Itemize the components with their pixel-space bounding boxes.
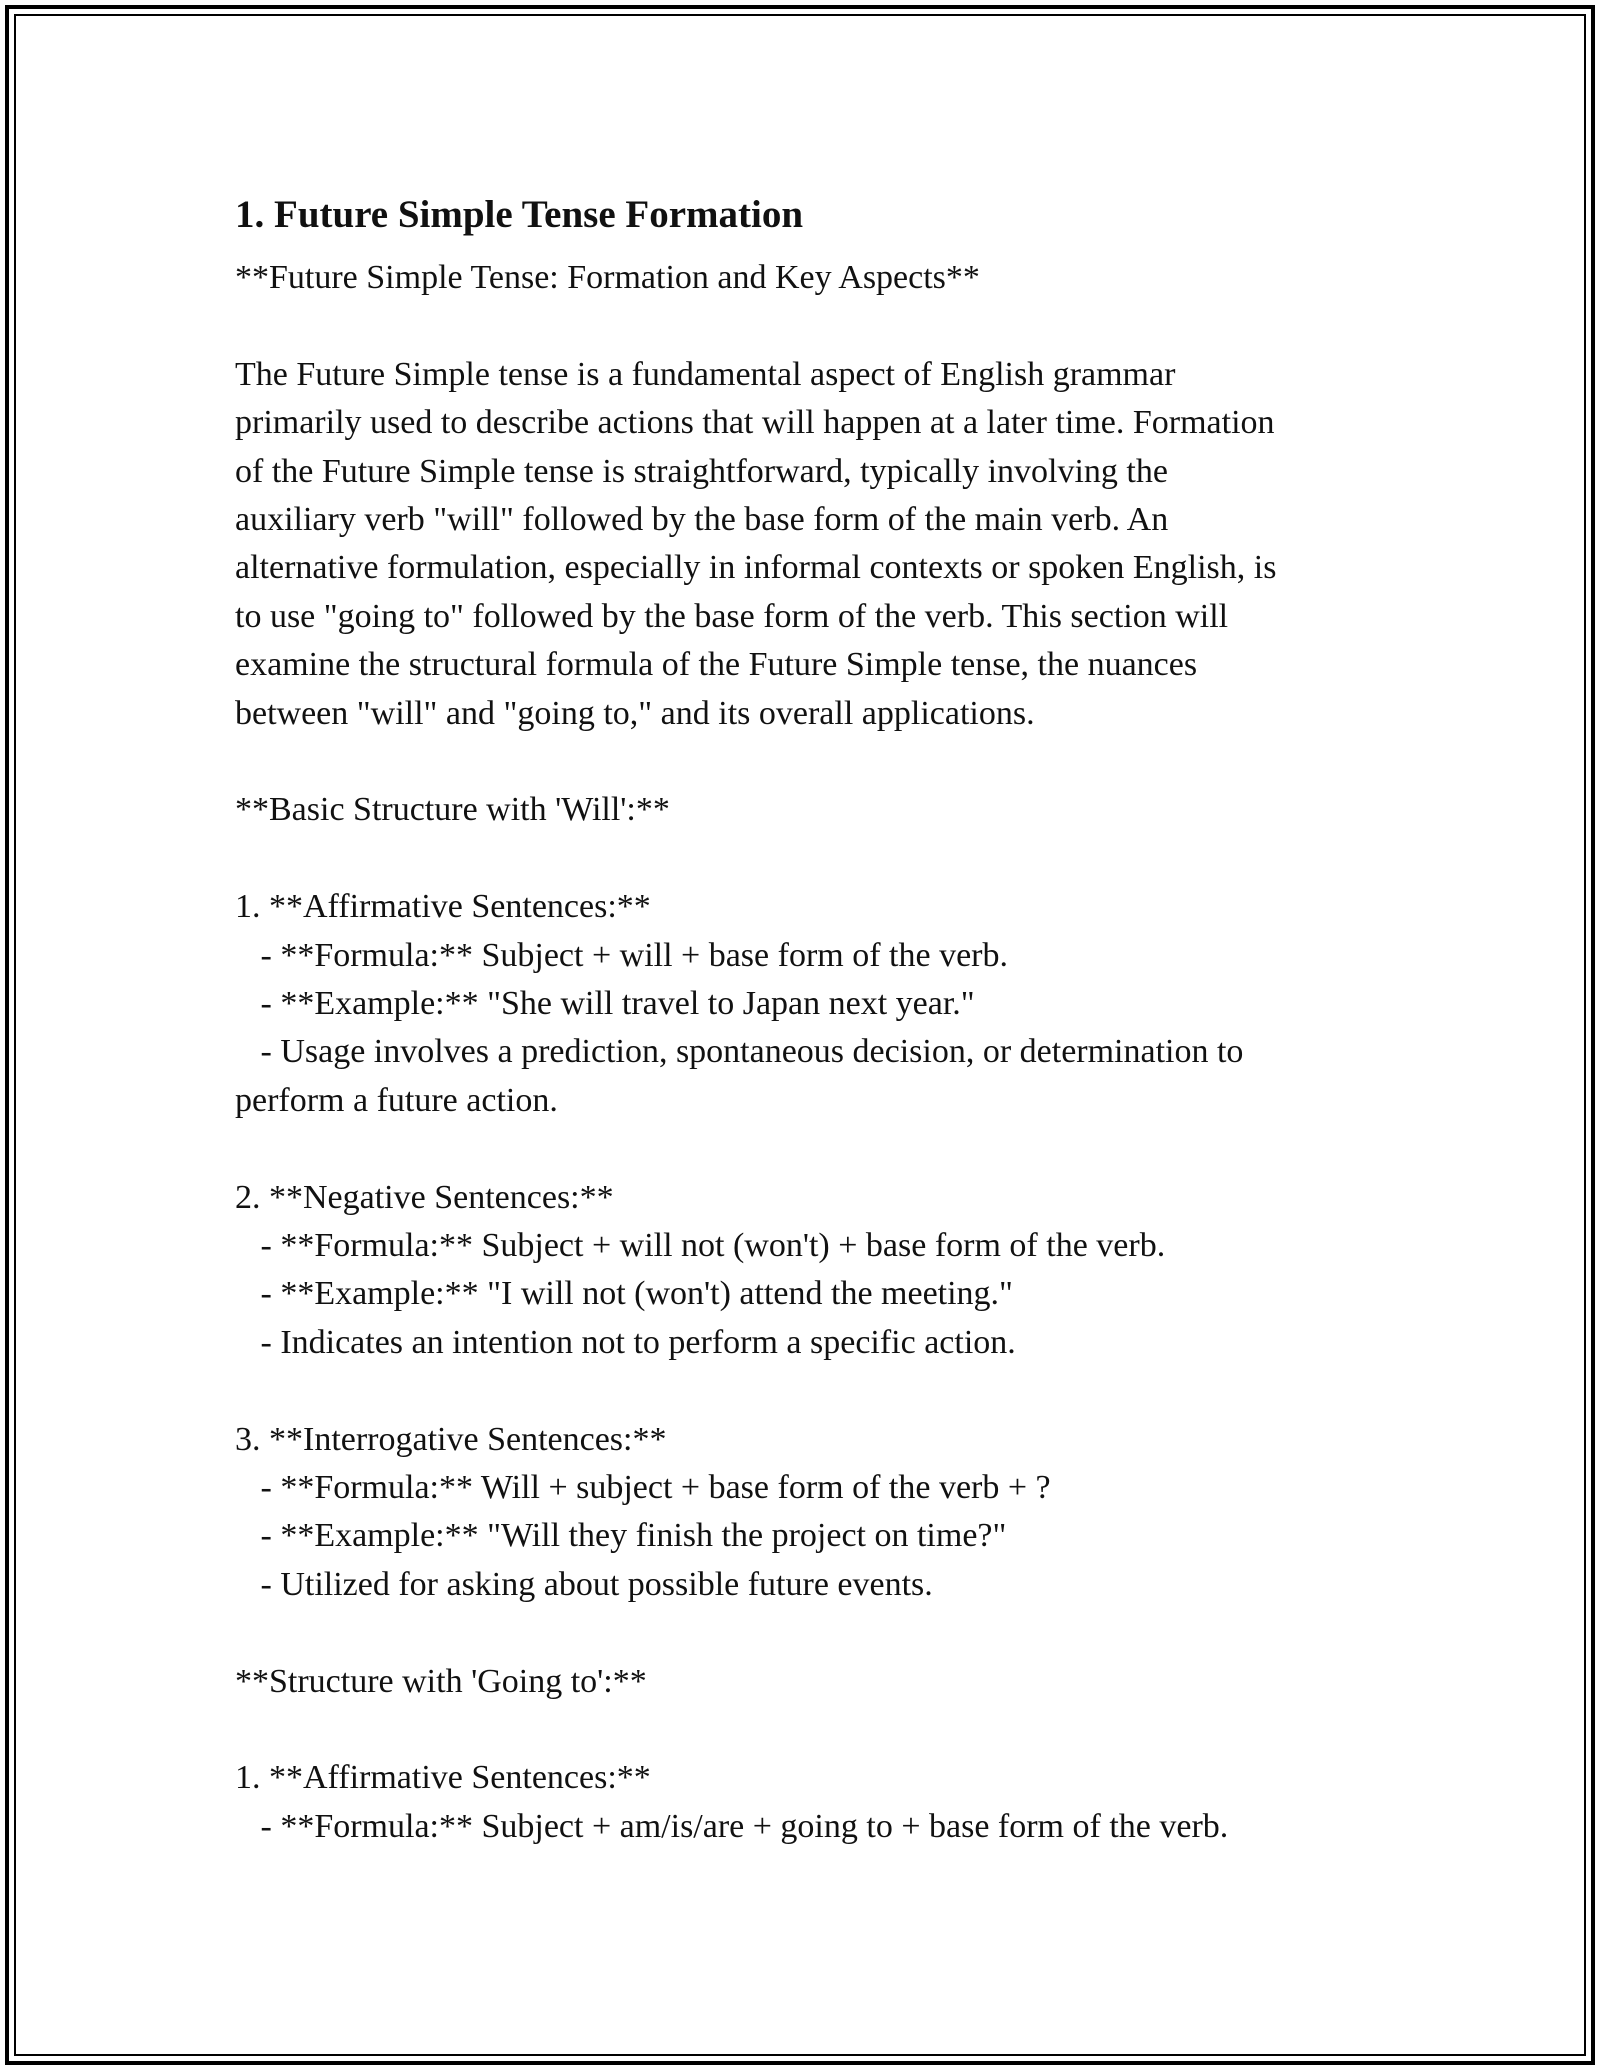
- list-subitem: - Indicates an intention not to perform a specific action.: [235, 1323, 1016, 1361]
- subtitle-line: **Future Simple Tense: Formation and Key Aspects**: [235, 259, 980, 296]
- blank-line: [235, 1367, 1395, 1415]
- list-subitem-continuation: perform a future action.: [235, 1081, 558, 1119]
- will-structure-title: **Basic Structure with 'Will':**: [235, 791, 670, 829]
- blank-line: [235, 1609, 1395, 1657]
- section-heading: 1. Future Simple Tense Formation: [235, 193, 804, 236]
- blank-line: [235, 1706, 1395, 1754]
- list-subitem: - Usage involves a prediction, spontaneous decision, or determination to: [235, 1033, 1244, 1071]
- intro-paragraph-line: The Future Simple tense is a fundamental aspect of English grammar: [235, 355, 1176, 393]
- blank-line: [235, 738, 1395, 786]
- blank-line: [235, 835, 1395, 883]
- list-item-interrogative: 3. **Interrogative Sentences:**: [235, 1420, 667, 1458]
- document-body: [235, 254, 1395, 1851]
- blank-line: [235, 302, 1395, 350]
- intro-paragraph-line: alternative formulation, especially in informal contexts or spoken English, is: [235, 549, 1277, 587]
- list-subitem: - **Formula:** Subject + will + base form of the verb.: [235, 936, 1008, 974]
- list-subitem: - **Formula:** Subject + will not (won't) + base form of the verb.: [235, 1227, 1166, 1265]
- list-subitem: - **Formula:** Will + subject + base form of the verb + ?: [235, 1469, 1051, 1507]
- list-subitem: - **Example:** "She will travel to Japan next year.": [235, 985, 975, 1023]
- list-item-negative: 2. **Negative Sentences:**: [235, 1178, 614, 1216]
- intro-paragraph-line: primarily used to describe actions that will happen at a later time. Formation: [235, 404, 1275, 442]
- document-content: [235, 180, 1395, 1851]
- list-subitem: - **Formula:** Subject + am/is/are + going to + base form of the verb.: [235, 1807, 1229, 1845]
- intro-paragraph-line: auxiliary verb "will" followed by the base form of the main verb. An: [235, 501, 1169, 539]
- list-subitem: - Utilized for asking about possible future events.: [235, 1565, 933, 1603]
- intro-paragraph-line: of the Future Simple tense is straightforward, typically involving the: [235, 452, 1168, 490]
- list-subitem: - **Example:** "I will not (won't) attend the meeting.": [235, 1275, 1013, 1313]
- going-to-structure-title: **Structure with 'Going to':**: [235, 1662, 647, 1700]
- blank-line: [235, 1125, 1395, 1173]
- list-subitem: - **Example:** "Will they finish the project on time?": [235, 1517, 1007, 1555]
- intro-paragraph-line: to use "going to" followed by the base form of the verb. This section will: [235, 597, 1229, 635]
- list-item-affirmative: 1. **Affirmative Sentences:**: [235, 1759, 651, 1797]
- list-item-affirmative: 1. **Affirmative Sentences:**: [235, 888, 651, 926]
- intro-paragraph-line: between "will" and "going to," and its overall applications.: [235, 694, 1035, 732]
- intro-paragraph-line: examine the structural formula of the Future Simple tense, the nuances: [235, 646, 1198, 684]
